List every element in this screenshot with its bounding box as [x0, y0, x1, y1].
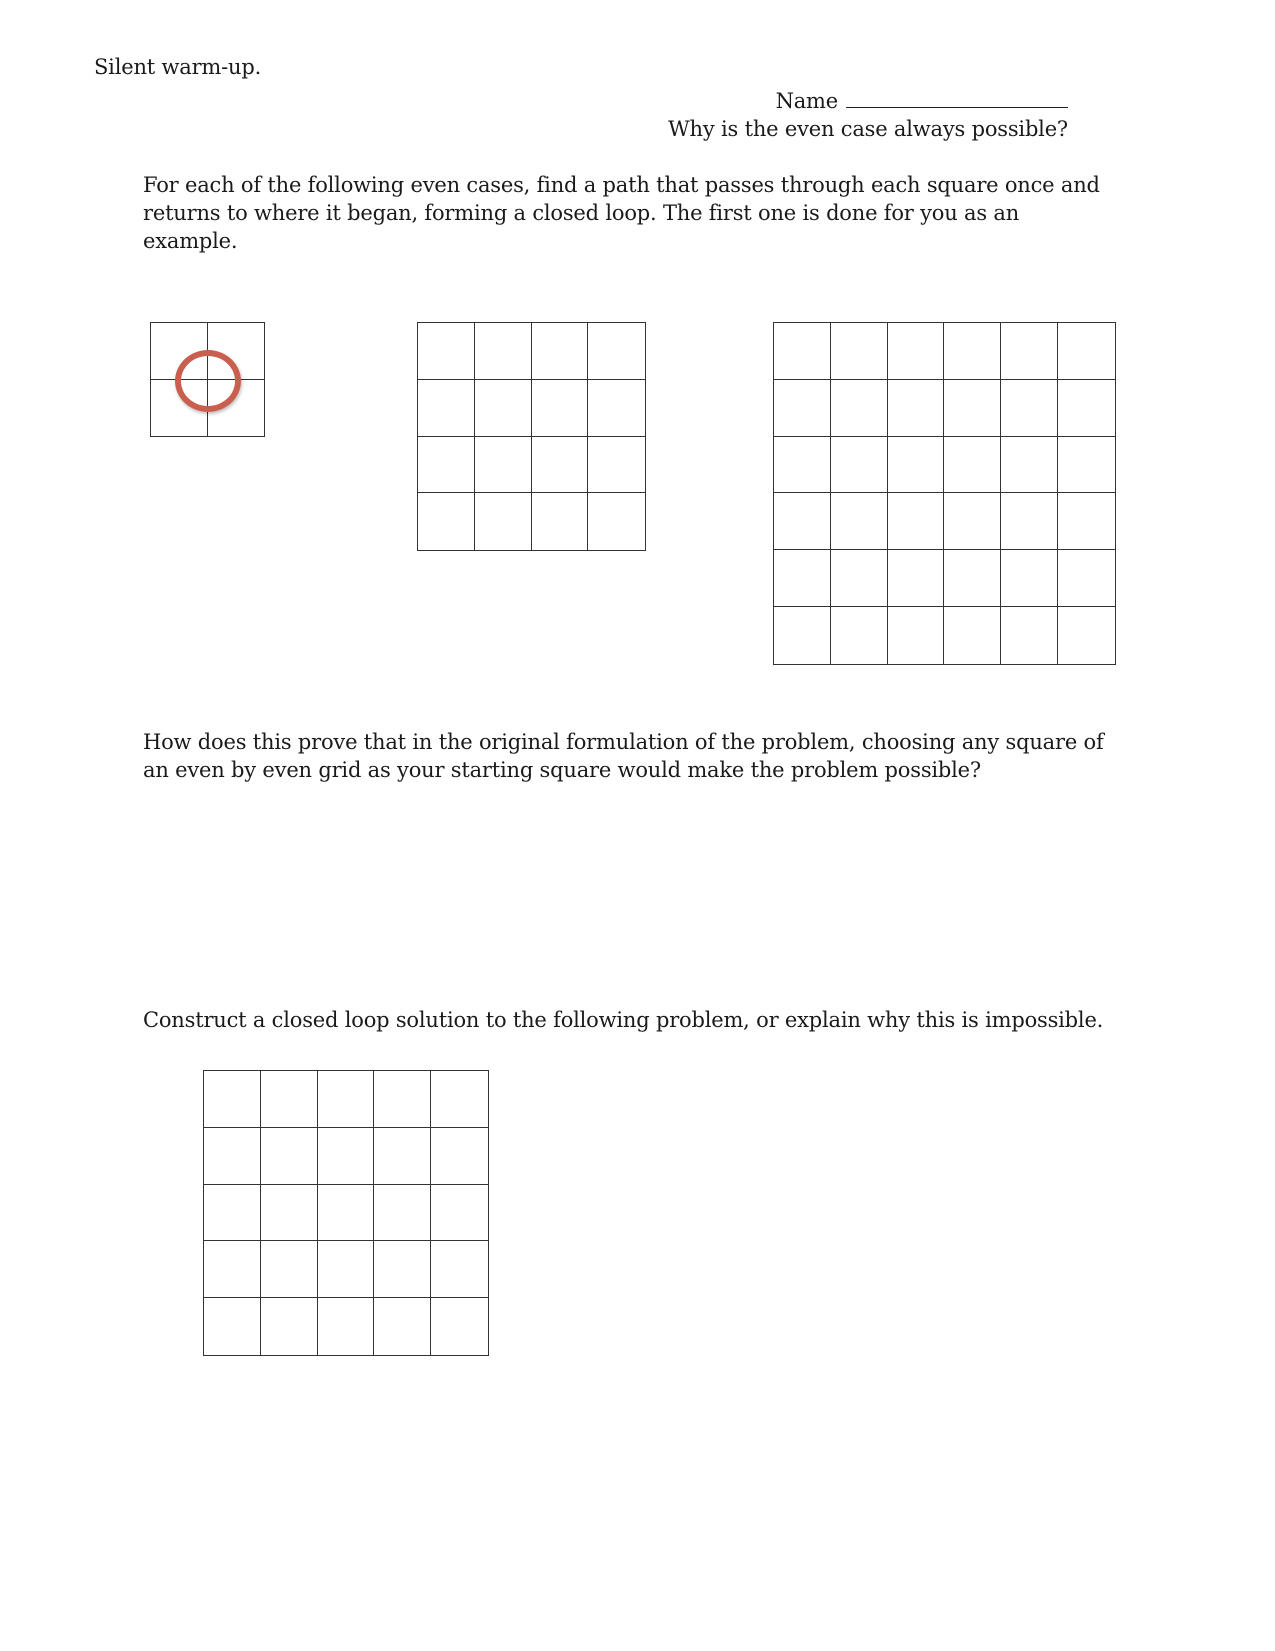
grid-cell: [374, 1298, 431, 1355]
grid-cell: [1058, 437, 1115, 494]
worksheet-subtitle: Why is the even case always possible?: [668, 117, 1068, 141]
grid-cell: [888, 550, 945, 607]
grid-cell: [204, 1241, 261, 1298]
grid-cell: [532, 437, 589, 494]
grid-cell: [318, 1185, 375, 1242]
grid-cell: [774, 607, 831, 664]
grid-cell: [418, 437, 475, 494]
grid-cell: [418, 380, 475, 437]
grid-cell: [944, 323, 1001, 380]
grid-cell: [475, 323, 532, 380]
grid-cell: [1001, 493, 1058, 550]
grid-cell: [418, 323, 475, 380]
grid-cell: [831, 607, 888, 664]
grid-cell: [888, 437, 945, 494]
instructions-line: returns to where it began, forming a closed loop. The first one is done for you as an: [143, 201, 1020, 225]
question-line: How does this prove that in the original formulation of the problem, choosing any square of: [143, 730, 1104, 754]
name-field-row: [776, 87, 1068, 115]
name-label: Name: [775, 89, 838, 113]
grid-cell: [1001, 437, 1058, 494]
grid-cell: [374, 1128, 431, 1185]
question-line: an even by even grid as your starting square would make the problem possible?: [143, 758, 981, 782]
grid-cell: [204, 1071, 261, 1128]
grid-cell: [532, 323, 589, 380]
grid-cell: [1001, 607, 1058, 664]
grid-cell: [318, 1071, 375, 1128]
grid-cell: [431, 1071, 488, 1128]
example-loop-circle: [175, 350, 241, 412]
grid-cell: [1058, 550, 1115, 607]
grid-cell: [431, 1185, 488, 1242]
grid-cell: [1001, 380, 1058, 437]
grid-4x4: [417, 322, 646, 551]
grid-cell: [1058, 380, 1115, 437]
grid-cell: [261, 1185, 318, 1242]
grid-cell: [944, 437, 1001, 494]
grid-cell: [888, 607, 945, 664]
grid-cell: [318, 1298, 375, 1355]
grid-cell: [888, 380, 945, 437]
grid-cell: [532, 380, 589, 437]
grid-cell: [1001, 323, 1058, 380]
instructions-line: example.: [143, 229, 238, 253]
grid-cell: [588, 323, 645, 380]
grid-cell: [774, 550, 831, 607]
grid-cell: [588, 437, 645, 494]
grid-cell: [774, 323, 831, 380]
grid-5x5: [203, 1070, 489, 1356]
grid-cell: [831, 550, 888, 607]
grid-cell: [831, 380, 888, 437]
grid-cell: [318, 1128, 375, 1185]
name-blank-line[interactable]: [846, 89, 1068, 108]
grid-cell: [475, 437, 532, 494]
grid-cell: [532, 493, 589, 550]
grid-cell: [261, 1128, 318, 1185]
grid-cell: [418, 493, 475, 550]
grid-cell: [261, 1241, 318, 1298]
grid-cell: [475, 380, 532, 437]
grid-cell: [431, 1128, 488, 1185]
grid-cell: [1001, 550, 1058, 607]
grid-cell: [1058, 493, 1115, 550]
worksheet-title: Silent warm-up.: [94, 55, 262, 79]
instructions-line: For each of the following even cases, find a path that passes through each square once and: [143, 173, 1100, 197]
grid-cell: [774, 380, 831, 437]
grid-6x6: [773, 322, 1116, 665]
grid-cell: [774, 493, 831, 550]
grid-cell: [944, 380, 1001, 437]
grid-cell: [431, 1241, 488, 1298]
task-text: Construct a closed loop solution to the following problem, or explain why this is impossible.: [143, 1008, 1104, 1032]
grid-cell: [318, 1241, 375, 1298]
grid-cell: [888, 493, 945, 550]
grid-cell: [1058, 607, 1115, 664]
grid-cell: [261, 1071, 318, 1128]
grid-cell: [475, 493, 532, 550]
grid-cell: [374, 1185, 431, 1242]
grid-cell: [831, 437, 888, 494]
grid-cell: [588, 380, 645, 437]
grid-cell: [944, 607, 1001, 664]
grid-cell: [944, 550, 1001, 607]
grid-cell: [204, 1298, 261, 1355]
grid-cell: [588, 493, 645, 550]
grid-cell: [374, 1241, 431, 1298]
grid-cell: [1058, 323, 1115, 380]
grid-cell: [831, 493, 888, 550]
grid-cell: [374, 1071, 431, 1128]
grid-cell: [888, 323, 945, 380]
grid-cell: [831, 323, 888, 380]
grid-cell: [204, 1185, 261, 1242]
grid-cell: [431, 1298, 488, 1355]
grid-cell: [774, 437, 831, 494]
grid-cell: [944, 493, 1001, 550]
grid-cell: [261, 1298, 318, 1355]
grid-cell: [204, 1128, 261, 1185]
